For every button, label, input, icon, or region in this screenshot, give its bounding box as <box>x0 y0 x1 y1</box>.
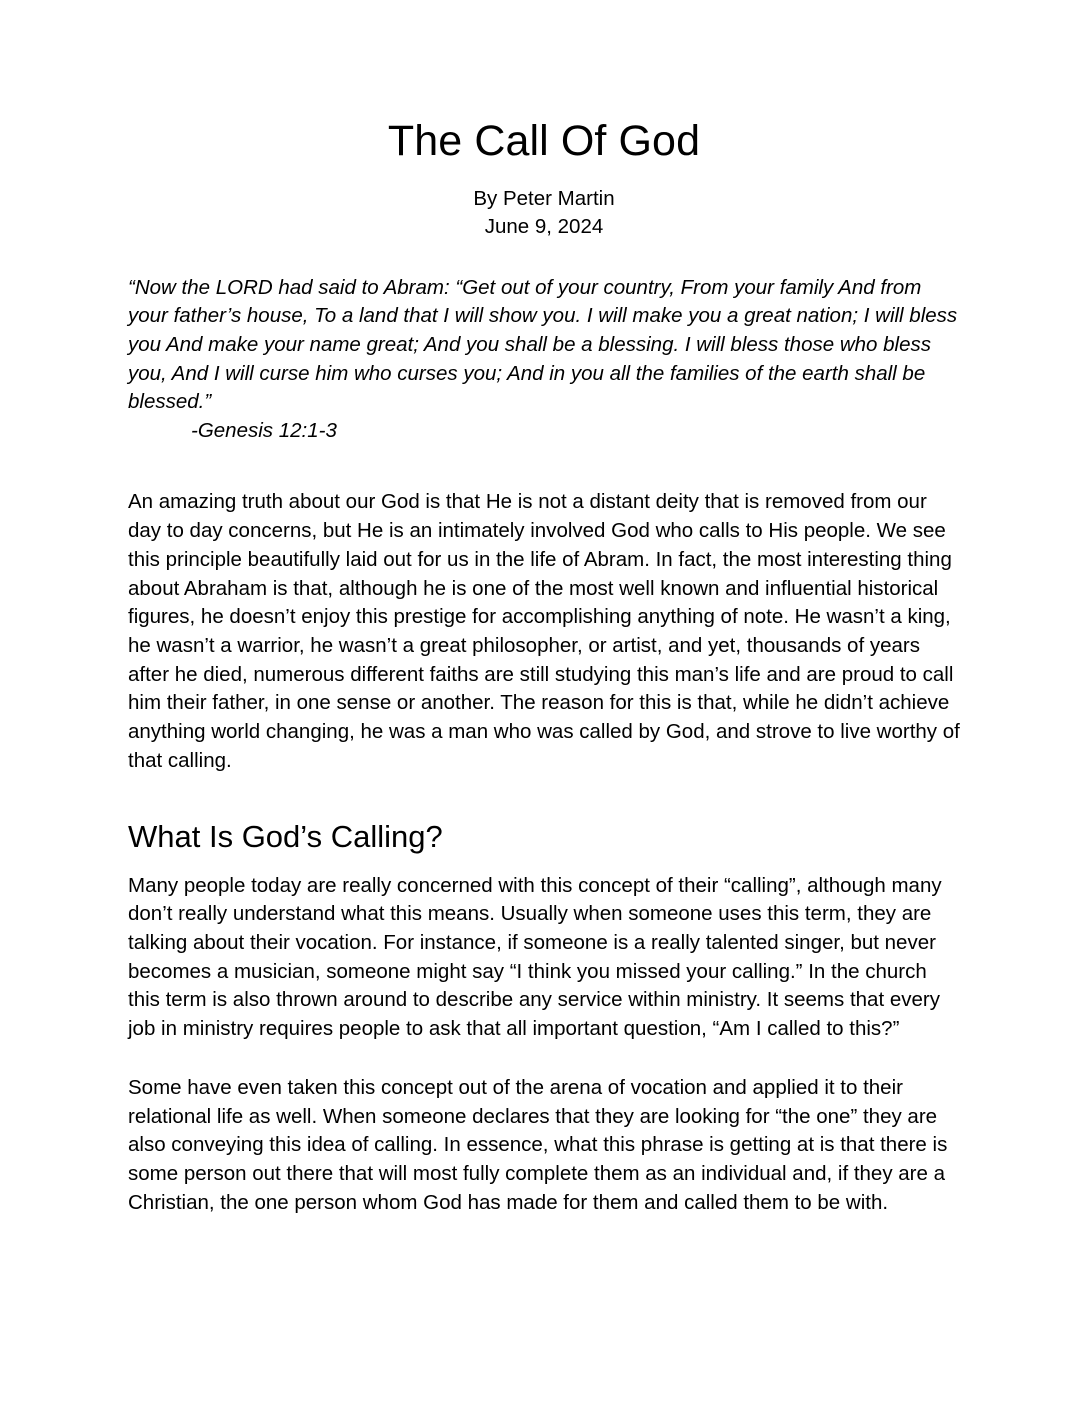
byline-block <box>128 185 960 241</box>
scripture-quote-text: “Now the LORD had said to Abram: “Get out of your country, From your family And from your father’s house, To a land that I will show you. I will make you a great nation; I will bless you And make your name great; And you shall be a blessing. I will bless those who bless you, And I will curse him who curses you; And in you all the families of the earth shall be blessed.” <box>128 275 958 414</box>
section-heading-what-is-gods-calling: What Is God’s Calling? <box>128 819 443 855</box>
page-title: The Call Of God <box>387 117 701 165</box>
author-line: By Peter Martin <box>473 186 615 210</box>
scripture-blockquote <box>128 274 960 446</box>
paragraph-calling-vocation: Many people today are really concerned with this concept of their “calling”, although many don’t really understand what this means. Usually when someone uses this term, they are talking about their vocation. For instance, if someone is a really talented singer, but never becomes a musician, someone might say “I think you missed your calling.” In the church this term is also thrown around to describe any service within ministry. It seems that every job in ministry requires people to ask that all important question, “Am I called to this?” <box>128 873 942 1041</box>
date-line: June 9, 2024 <box>484 214 604 238</box>
paragraph-calling-relational: Some have even taken this concept out of the arena of vocation and applied it to their relational life as well. When someone declares that they are looking for “the one” they are also conveying this idea of calling. In essence, what this phrase is getting at is that there is some person out there that will most fully complete them as an individual and, if they are a Christian, the one person whom God has made for them and called them to be with. <box>128 1075 948 1214</box>
scripture-attribution: -Genesis 12:1-3 <box>191 418 337 442</box>
paragraph-intro: An amazing truth about our God is that He is not a distant deity that is removed from our day to day concerns, but He is an intimately involved God who calls to His people. We see this principle beautifully laid out for us in the life of Abram. In fact, the most interesting thing about Abraham is that, although he is one of the most well known and influential historical figures, he doesn’t enjoy this prestige for accomplishing anything of note. He wasn’t a king, he wasn’t a warrior, he wasn’t a great philosopher, or artist, and yet, thousands of years after he died, numerous different faiths are still studying this man’s life and are proud to call him their father, in one sense or another. The reason for this is that, while he didn’t achieve anything world changing, he was a man who was called by God, and strove to live worthy of that calling. <box>128 490 960 772</box>
